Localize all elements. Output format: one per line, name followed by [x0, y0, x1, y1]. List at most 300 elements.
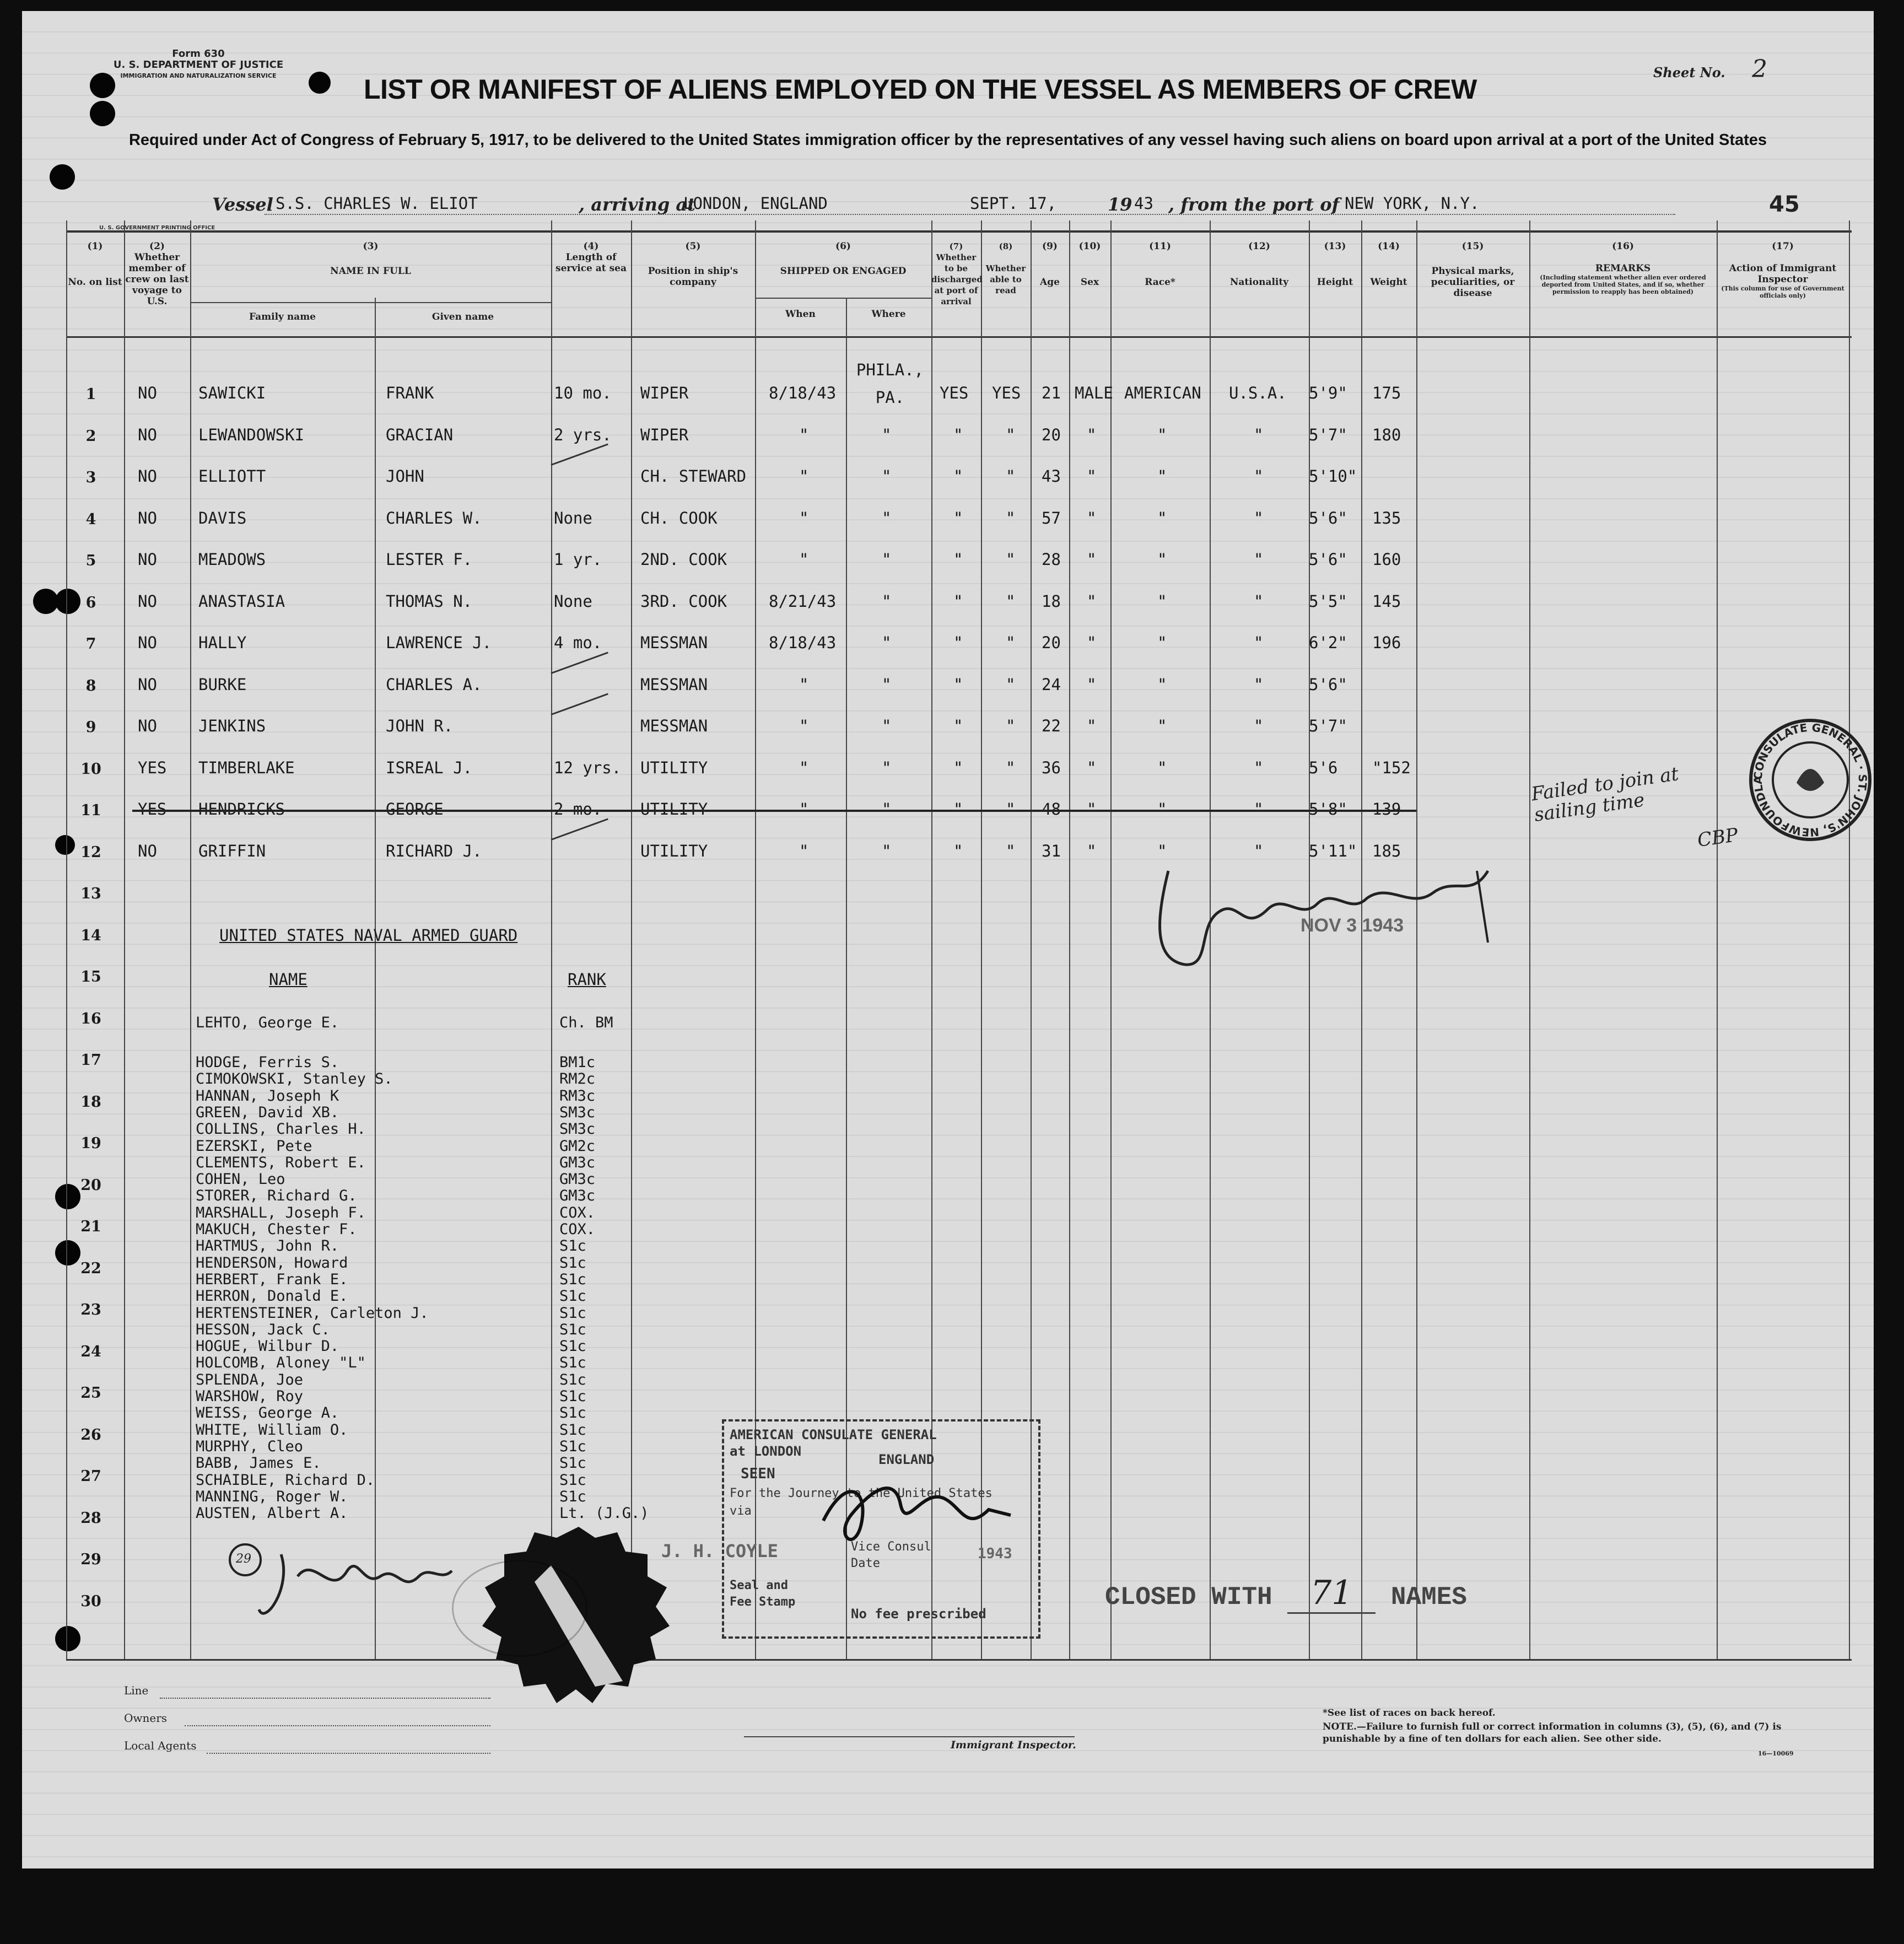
guard-member-name: AUSTEN, Albert A.: [196, 1505, 348, 1522]
weight-cell: 135: [1372, 508, 1401, 527]
given-name-cell: FRANK: [386, 384, 434, 402]
stamp-line-6: via: [730, 1504, 752, 1518]
discharged-cell: ": [953, 591, 963, 611]
row-number: 13: [80, 885, 101, 902]
nationality-cell: ": [1254, 591, 1264, 611]
family-name-cell: MEADOWS: [198, 550, 266, 569]
age-cell: 22: [1042, 717, 1061, 735]
shipped-where-cell: ": [882, 717, 892, 735]
race-cell: ": [1157, 841, 1167, 860]
shipped-when-cell: ": [799, 508, 809, 527]
prev-voyage-cell: NO: [138, 508, 157, 527]
prev-voyage-cell: NO: [138, 550, 157, 569]
sex-cell: ": [1087, 633, 1097, 652]
col-9-number: (9): [1042, 241, 1058, 252]
guard-name-header: NAME: [269, 970, 308, 989]
race-cell: AMERICAN: [1124, 384, 1201, 402]
able-to-read-cell: ": [1006, 425, 1016, 444]
service-length-cell: 10 mo.: [554, 384, 612, 402]
prev-voyage-cell: YES: [138, 800, 167, 818]
able-to-read-cell: ": [1006, 508, 1016, 527]
col-7-header: Whether to be discharged at port of arrival: [931, 252, 983, 306]
row-number: 11: [80, 802, 101, 819]
row-number: 14: [80, 927, 101, 944]
given-name-cell: JOHN R.: [386, 717, 454, 735]
race-cell: ": [1157, 675, 1167, 694]
col-8-number: (8): [999, 241, 1013, 251]
column-divider: [375, 298, 376, 1659]
shipped-where-cell: ": [882, 758, 892, 777]
col-15-header: Physical marks, peculiarities, or disease: [1431, 266, 1515, 299]
family-name-cell: HENDRICKS: [198, 800, 285, 818]
height-cell: 5'6": [1309, 675, 1347, 694]
stamp-line-9: 1943: [978, 1545, 1012, 1562]
discharged-cell: ": [953, 758, 963, 777]
vessel-label: Vessel: [212, 194, 273, 215]
stamp-fee-label: Fee Stamp: [730, 1595, 796, 1609]
weight-cell: 175: [1372, 384, 1401, 402]
given-name-cell: THOMAS N.: [386, 591, 473, 611]
discharged-cell: ": [953, 675, 963, 694]
guard-member-name: WEISS, George A.: [196, 1404, 339, 1422]
guard-member-rank: S1c: [559, 1338, 586, 1355]
inspector-rule: [744, 1736, 1075, 1737]
guard-member-rank: GM3c: [559, 1171, 596, 1188]
able-to-read-cell: ": [1006, 800, 1016, 818]
shipped-where-cell: ": [882, 425, 892, 444]
age-cell: 24: [1042, 675, 1061, 694]
shipped-when-cell: ": [799, 717, 809, 735]
arriving-port: LONDON, ENGLAND: [683, 194, 828, 213]
race-cell: ": [1157, 591, 1167, 611]
guard-member-rank: S1c: [559, 1404, 586, 1422]
col-3-family-header: Family name: [249, 311, 316, 322]
sheet-number-field: [1653, 55, 1767, 83]
col-12-number: (12): [1248, 241, 1270, 252]
name-subrule: [190, 302, 551, 303]
nationality-cell: ": [1254, 508, 1264, 527]
arrival-year: 43: [1134, 194, 1153, 213]
handwritten-remark: Failed to join at sailing time: [1530, 763, 1680, 826]
row-number: 18: [80, 1093, 101, 1111]
guard-member-name: CIMOKOWSKI, Stanley S.: [196, 1070, 393, 1088]
col-2-header: Whether member of crew on last voyage to U.S.: [125, 252, 189, 307]
date-stamp: NOV 3 1943: [1301, 915, 1404, 936]
sex-cell: ": [1087, 425, 1097, 444]
nationality-cell: ": [1254, 425, 1264, 444]
punch-hole: [90, 101, 115, 126]
col-15-number: (15): [1461, 241, 1484, 252]
height-cell: 6'2": [1309, 633, 1347, 652]
printer-imprint: U. S. GOVERNMENT PRINTING OFFICE: [99, 225, 215, 231]
from-port: NEW YORK, N.Y.: [1345, 194, 1480, 213]
shipped-where-cell: ": [882, 467, 892, 486]
position-cell: MESSMAN: [640, 675, 708, 694]
given-name-cell: LESTER F.: [386, 550, 473, 569]
guard-member-rank: S1c: [559, 1237, 586, 1255]
guard-member-name: SCHAIBLE, Richard D.: [196, 1471, 375, 1489]
row-number: 9: [85, 719, 96, 736]
punch-hole: [55, 589, 80, 614]
guard-member-rank: Ch. BM: [559, 1014, 613, 1031]
weight-cell: 145: [1372, 591, 1401, 611]
footer-owners-rule: [185, 1725, 490, 1726]
family-name-cell: DAVIS: [198, 508, 247, 527]
position-cell: CH. STEWARD: [640, 467, 747, 486]
column-divider: [190, 220, 191, 1659]
race-cell: ": [1157, 717, 1167, 735]
form-header: [110, 49, 287, 82]
shipped-when-cell: ": [799, 758, 809, 777]
shipped-when-cell: ": [799, 800, 809, 818]
guard-rank-header: RANK: [568, 970, 606, 989]
table-bottom-rule: [66, 1659, 1852, 1661]
given-name-cell: LAWRENCE J.: [386, 633, 492, 652]
vessel-name: S.S. CHARLES W. ELIOT: [276, 194, 478, 213]
master-signature: [220, 1543, 474, 1634]
guard-member-rank: S1c: [559, 1455, 586, 1472]
punch-hole: [55, 1626, 80, 1651]
race-cell: ": [1157, 633, 1167, 652]
col-1-number: (1): [87, 241, 103, 252]
row-number: 25: [80, 1385, 101, 1402]
guard-member-name: WHITE, William O.: [196, 1421, 348, 1439]
col-5-header: Position in ship's company: [648, 266, 738, 288]
shipped-where-cell: PHILA., PA.: [856, 360, 924, 407]
race-cell: ": [1157, 425, 1167, 444]
stamp-no-fee: No fee prescribed: [851, 1606, 986, 1622]
consulate-seen-stamp: [722, 1419, 1040, 1639]
punch-hole: [55, 835, 75, 855]
guard-member-name: MAKUCH, Chester F.: [196, 1221, 357, 1238]
able-to-read-cell: ": [1006, 675, 1016, 694]
guard-member-name: BABB, James E.: [196, 1455, 321, 1472]
able-to-read-cell: YES: [992, 384, 1021, 402]
guard-member-rank: S1c: [559, 1421, 586, 1439]
age-cell: 20: [1042, 425, 1061, 444]
guard-member-name: CLEMENTS, Robert E.: [196, 1154, 366, 1171]
footnote-penalty: NOTE.—Failure to furnish full or correct information in columns (3), (5), (6), and (7) is punishable by a fine of ten dollars for each alien. See other side.: [1323, 1721, 1782, 1744]
prev-voyage-cell: NO: [138, 467, 157, 486]
guard-member-name: HERRON, Donald E.: [196, 1288, 348, 1305]
row-number: 28: [80, 1509, 101, 1527]
position-cell: 3RD. COOK: [640, 591, 727, 611]
guard-member-name: HOGUE, Wilbur D.: [196, 1338, 339, 1355]
sex-cell: ": [1087, 717, 1097, 735]
weight-cell: 180: [1372, 425, 1401, 444]
guard-member-rank: GM3c: [559, 1187, 596, 1205]
service-length-cell: None: [554, 591, 592, 611]
guard-member-name: HESSON, Jack C.: [196, 1321, 330, 1338]
punch-hole: [55, 1240, 80, 1266]
shipped-when-cell: 8/21/43: [769, 591, 837, 611]
guard-member-rank: GM3c: [559, 1154, 596, 1171]
col-4-header: Length of service at sea: [555, 252, 627, 274]
shipped-when-cell: ": [799, 467, 809, 486]
position-cell: UTILITY: [640, 800, 708, 818]
nationality-cell: ": [1254, 675, 1264, 694]
weight-cell: 196: [1372, 633, 1401, 652]
arrival-date: SEPT. 17,: [970, 194, 1057, 213]
column-divider: [1717, 220, 1718, 1659]
column-divider: [124, 220, 125, 1659]
footnote-races: *See list of races on back hereof.: [1323, 1708, 1496, 1719]
form-code: 16—10069: [1758, 1750, 1794, 1757]
footer-agents-rule: [207, 1753, 490, 1754]
height-cell: 5'7": [1309, 425, 1347, 444]
inspector-initials: CBP: [1696, 824, 1740, 852]
col-17-number: (17): [1772, 241, 1794, 252]
guard-member-name: HERTENSTEINER, Carleton J.: [196, 1304, 429, 1322]
age-cell: 48: [1042, 800, 1061, 818]
guard-member-rank: RM3c: [559, 1087, 596, 1105]
year-prefix: 19: [1108, 194, 1132, 215]
from-port-label: , from the port of: [1168, 194, 1340, 215]
sex-cell: MALE: [1075, 384, 1113, 402]
col-3-number: (3): [363, 241, 379, 252]
guard-member-rank: S1c: [559, 1488, 586, 1505]
weight-cell: "152: [1372, 758, 1411, 777]
age-cell: 21: [1042, 384, 1061, 402]
guard-member-rank: SM3c: [559, 1121, 596, 1138]
column-divider: [1529, 220, 1530, 1659]
column-divider: [1110, 220, 1112, 1659]
row-number: 26: [80, 1426, 101, 1444]
arriving-label: , arriving at: [579, 194, 695, 215]
form-number: Form 630: [172, 48, 225, 60]
col-17-note: (This column for use of Government officials only): [1721, 285, 1844, 299]
row-number: 4: [85, 510, 96, 528]
closed-count: 71: [1287, 1574, 1376, 1614]
round-consulate-stamp: [1747, 717, 1874, 843]
able-to-read-cell: ": [1006, 717, 1016, 735]
footer-line-rule: [160, 1698, 490, 1699]
row-number: 7: [85, 636, 96, 653]
guard-member-rank: RM2c: [559, 1070, 596, 1088]
given-name-cell: GRACIAN: [386, 425, 454, 444]
able-to-read-cell: ": [1006, 591, 1016, 611]
row-number: 12: [80, 843, 101, 861]
guard-member-rank: S1c: [559, 1354, 586, 1372]
race-cell: ": [1157, 467, 1167, 486]
col-6-when-header: When: [785, 309, 816, 320]
age-cell: 31: [1042, 841, 1061, 860]
discharged-cell: ": [953, 717, 963, 735]
given-name-cell: CHARLES A.: [386, 675, 482, 694]
col-14-number: (14): [1378, 241, 1400, 252]
circled-number: 29: [236, 1552, 251, 1566]
row-number: 27: [80, 1468, 101, 1485]
shipped-where-cell: ": [882, 800, 892, 818]
able-to-read-cell: ": [1006, 841, 1016, 860]
guard-member-rank: BM1c: [559, 1054, 596, 1071]
prev-voyage-cell: NO: [138, 675, 157, 694]
family-name-cell: LEWANDOWSKI: [198, 425, 305, 444]
column-divider: [66, 220, 67, 1659]
footer-line-label: Line: [124, 1684, 149, 1697]
shipped-when-cell: ": [799, 675, 809, 694]
service-length-cell: 12 yrs.: [554, 758, 622, 777]
guard-member-rank: COX.: [559, 1204, 596, 1221]
row-number: 24: [80, 1343, 101, 1360]
guard-heading: UNITED STATES NAVAL ARMED GUARD: [219, 926, 518, 945]
able-to-read-cell: ": [1006, 633, 1016, 652]
stamp-line-8: Date: [851, 1557, 880, 1570]
col-9-header: Age: [1040, 277, 1060, 288]
shipped-where-cell: ": [882, 550, 892, 569]
nationality-cell: ": [1254, 841, 1264, 860]
closed-statement: [1105, 1574, 1467, 1614]
guard-member-rank: GM2c: [559, 1137, 596, 1155]
guard-member-rank: S1c: [559, 1270, 586, 1288]
prev-voyage-cell: NO: [138, 425, 157, 444]
height-cell: 5'11": [1309, 841, 1357, 860]
guard-member-name: HOLCOMB, Aloney "L": [196, 1354, 366, 1372]
shipped-where-cell: ": [882, 841, 892, 860]
shipped-when-cell: ": [799, 550, 809, 569]
guard-member-rank: S1c: [559, 1304, 586, 1322]
prev-voyage-cell: NO: [138, 841, 157, 860]
shipped-subrule: [755, 298, 931, 299]
nationality-cell: ": [1254, 758, 1264, 777]
given-name-cell: ISREAL J.: [386, 758, 473, 777]
discharged-cell: ": [953, 550, 963, 569]
given-name-cell: GEORGE: [386, 800, 444, 818]
guard-member-name: LEHTO, George E.: [196, 1014, 339, 1031]
discharged-cell: YES: [940, 384, 969, 402]
sex-cell: ": [1087, 758, 1097, 777]
row-number: 22: [80, 1259, 101, 1277]
shipped-when-cell: ": [799, 425, 809, 444]
given-name-cell: CHARLES W.: [386, 508, 482, 527]
height-cell: 5'6": [1309, 508, 1347, 527]
given-name-cell: JOHN: [386, 467, 424, 486]
race-cell: ": [1157, 800, 1167, 818]
guard-member-rank: SM3c: [559, 1103, 596, 1121]
prev-voyage-cell: NO: [138, 717, 157, 735]
col-8-header: Whether able to read: [985, 263, 1026, 295]
shipped-where-cell: ": [882, 508, 892, 527]
prev-voyage-cell: NO: [138, 384, 157, 402]
sheet-label: Sheet No.: [1653, 64, 1725, 80]
guard-member-name: COLLINS, Charles H.: [196, 1121, 366, 1138]
nationality-cell: U.S.A.: [1229, 384, 1287, 402]
guard-member-rank: S1c: [559, 1254, 586, 1272]
shipped-where-cell: ": [882, 633, 892, 652]
nationality-cell: ": [1254, 550, 1264, 569]
inspector-label: Immigrant Inspector.: [951, 1739, 1076, 1751]
sex-cell: ": [1087, 675, 1097, 694]
family-name-cell: TIMBERLAKE: [198, 758, 295, 777]
able-to-read-cell: ": [1006, 758, 1016, 777]
family-name-cell: BURKE: [198, 675, 247, 694]
row-number: 5: [85, 552, 96, 569]
col-1-header: No. on list: [68, 277, 122, 288]
column-divider: [631, 220, 632, 1659]
guard-member-name: MANNING, Roger W.: [196, 1488, 348, 1505]
nationality-cell: ": [1254, 467, 1264, 486]
col-5-number: (5): [685, 241, 701, 252]
discharged-cell: ": [953, 800, 963, 818]
stamp-line-2: at LONDON: [730, 1444, 802, 1459]
stamp-line-1: AMERICAN CONSULATE GENERAL: [730, 1427, 937, 1442]
family-name-cell: SAWICKI: [198, 384, 266, 402]
col-11-number: (11): [1149, 241, 1171, 252]
family-name-cell: JENKINS: [198, 717, 266, 735]
guard-member-rank: S1c: [559, 1388, 586, 1405]
col-6-header: SHIPPED OR ENGAGED: [780, 266, 907, 277]
col-4-number: (4): [583, 241, 599, 252]
row-strikethrough: [132, 810, 1416, 812]
col-2-number: (2): [149, 241, 165, 252]
family-name-cell: HALLY: [198, 633, 247, 652]
table-top-rule: [66, 230, 1852, 233]
punch-hole: [309, 72, 331, 94]
footer-owners-label: Owners: [124, 1711, 168, 1725]
nationality-cell: ": [1254, 800, 1264, 818]
page-subtitle: Required under Act of Congress of February 5, 1917, to be delivered to the United States immigration officer by the representatives of any vessel having such aliens on board upon arrival at a port of the United States: [128, 131, 1767, 149]
col-3-header: NAME IN FULL: [330, 266, 411, 277]
guard-member-name: STORER, Richard G.: [196, 1187, 357, 1205]
shipped-where-cell: ": [882, 675, 892, 694]
position-cell: WIPER: [640, 384, 689, 402]
consul-name-stamp: J. H. COYLE: [661, 1541, 778, 1561]
height-cell: 5'10": [1309, 467, 1357, 486]
row-number: 19: [80, 1135, 101, 1152]
position-cell: MESSMAN: [640, 717, 708, 735]
guard-member-name: SPLENDA, Joe: [196, 1371, 304, 1388]
col-14-header: Weight: [1370, 277, 1407, 288]
page-mark: 45: [1769, 192, 1800, 217]
age-cell: 20: [1042, 633, 1061, 652]
col-6-number: (6): [835, 241, 851, 252]
sheet-number: 2: [1752, 55, 1767, 83]
age-cell: 18: [1042, 591, 1061, 611]
guard-member-rank: S1c: [559, 1288, 586, 1305]
row-number: 1: [85, 386, 96, 403]
vessel-underline: [265, 214, 1675, 215]
round-stamp-text: CONSULATE GENERAL · ST. JOHN'S, NEWFOUNDLA: [1751, 720, 1870, 839]
guard-member-name: HENDERSON, Howard: [196, 1254, 348, 1272]
position-cell: 2ND. COOK: [640, 550, 727, 569]
form-service: IMMIGRATION AND NATURALIZATION SERVICE: [120, 72, 277, 79]
stamp-line-5: For the Journey to the United States: [730, 1487, 993, 1500]
race-cell: ": [1157, 550, 1167, 569]
col-13-number: (13): [1324, 241, 1346, 252]
guard-member-name: EZERSKI, Pete: [196, 1137, 312, 1155]
guard-member-name: COHEN, Leo: [196, 1171, 285, 1188]
punch-hole: [50, 164, 75, 190]
stamp-line-4: SEEN: [741, 1466, 775, 1482]
column-divider: [551, 220, 552, 1659]
form-dept: U. S. DEPARTMENT OF JUSTICE: [113, 59, 284, 71]
punch-hole: [55, 1184, 80, 1209]
position-cell: UTILITY: [640, 758, 708, 777]
race-cell: ": [1157, 508, 1167, 527]
sex-cell: ": [1087, 841, 1097, 860]
sex-cell: ": [1087, 550, 1097, 569]
col-3-given-header: Given name: [431, 311, 494, 322]
weight-cell: 185: [1372, 841, 1401, 860]
guard-member-name: MURPHY, Cleo: [196, 1437, 304, 1455]
col-16-number: (16): [1612, 241, 1634, 252]
col-13-header: Height: [1317, 277, 1353, 288]
family-name-cell: ELLIOTT: [198, 467, 266, 486]
weight-cell: 139: [1372, 800, 1401, 818]
given-name-cell: RICHARD J.: [386, 841, 482, 860]
column-divider: [1849, 220, 1850, 1659]
height-cell: 5'6: [1309, 758, 1338, 777]
